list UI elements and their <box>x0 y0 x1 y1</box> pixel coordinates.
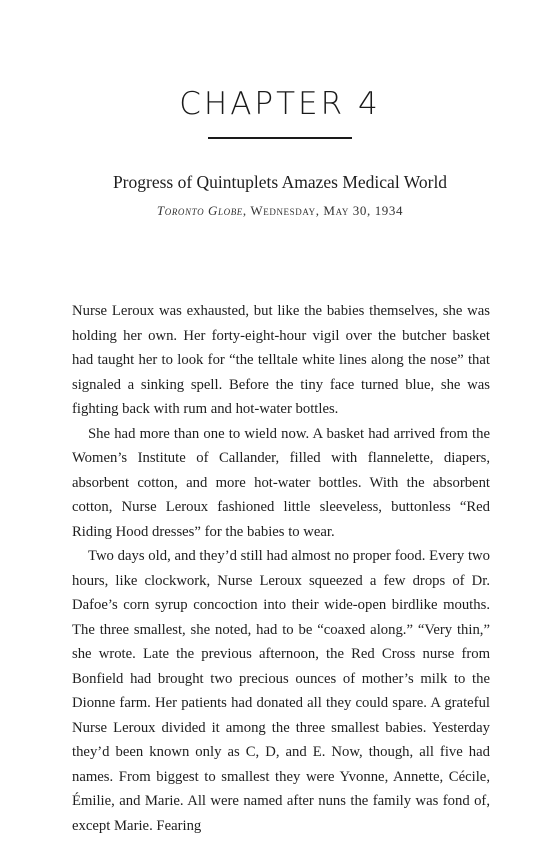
body-paragraph: She had more than one to wield now. A basket had arrived from the Women’s Institute of Callander, filled with flannelette, diapers, absorbent cotton, and more hot-water bottles. With the absorbent cotton, Nurse Leroux fashioned little sleeveless, buttonless “Red Riding Hood dresses” for the babies to wear. <box>72 425 490 540</box>
article-byline <box>0 203 560 219</box>
byline-source: Toronto Globe <box>156 203 243 218</box>
article-headline: Progress of Quintuplets Amazes Medical World <box>112 172 448 192</box>
body-paragraph: Two days old, and they’d still had almost no proper food. Every two hours, like clockwork, Nurse Leroux squeezed a few drops of Dr. Dafoe’s corn syrup concoction into their wide-open birdlike mouths. The three smallest, she noted, had to be “coaxed along.” “Very thin,” she wrote. Late the previous afternoon, the Red Cross nurse from Bonfield had brought two precious ounces of mother’s milk to the Dionne farm. Her patients had donated all they could spare. A grateful Nurse Leroux divided it among the three smallest babies. Yesterday they’d been known only as C, D, and E. Now, though, all five had names. From biggest to smallest they were Yvonne, Annette, Cécile, Émilie, and Marie. All were named after nuns the family was fond of, except Marie. Fearing <box>72 548 490 834</box>
body-paragraph: Nurse Leroux was exhausted, but like the babies themselves, she was holding her own. Her forty-eight-hour vigil over the butcher basket had taught her to look for “the telltale white lines along the nose” that signaled a sinking spell. Before the tiny face turned blue, she was fighting back with rum and hot-water bottles. <box>72 303 490 417</box>
chapter-heading: CHAPTER 4 <box>179 86 381 122</box>
byline-date: Wednesday, May 30, 1934 <box>250 203 404 218</box>
body-text <box>72 299 490 838</box>
chapter-rule <box>208 137 352 139</box>
byline-separator: , <box>242 203 251 218</box>
